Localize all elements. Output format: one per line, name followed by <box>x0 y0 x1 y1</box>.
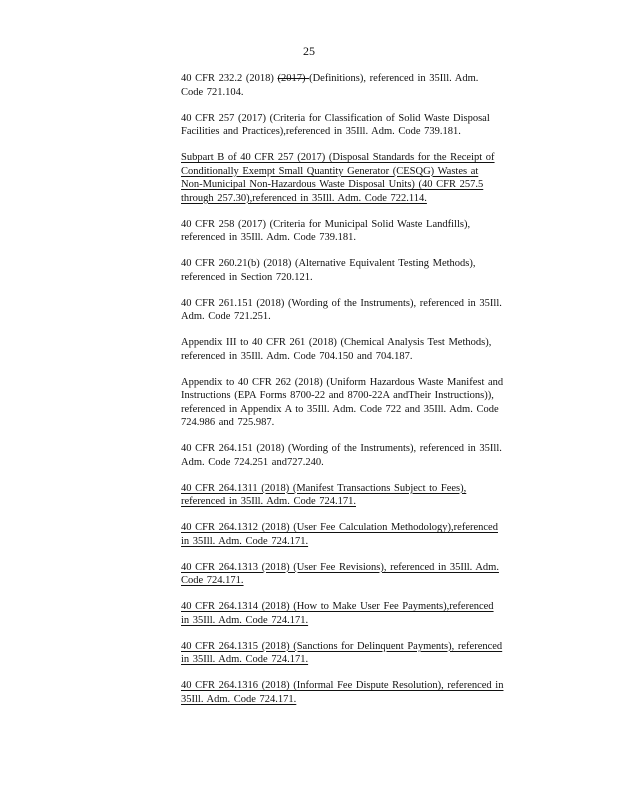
reference-entry <box>181 376 543 430</box>
reference-line <box>181 495 543 509</box>
reference-text: Adm. Code 724.251 and727.240. <box>181 456 324 468</box>
reference-line <box>181 112 543 126</box>
reference-line <box>181 231 543 245</box>
reference-line <box>181 456 543 470</box>
reference-text: 40 CFR 264.1314 (2018) (How to Make User Fee Payments),referenced <box>181 601 494 612</box>
reference-text: Facilities and Practices),referenced in 35Ill. Adm. Code 739.181. <box>181 126 461 137</box>
reference-line <box>181 389 543 403</box>
reference-line <box>181 125 543 139</box>
reference-line <box>181 482 543 496</box>
reference-line <box>181 614 543 628</box>
reference-line <box>181 151 543 165</box>
reference-entry <box>181 257 543 284</box>
reference-text: referenced in Appendix A to 35Ill. Adm. Code 722 and 35Ill. Adm. Code <box>181 403 499 415</box>
page-number: 25 <box>303 44 315 58</box>
reference-line <box>181 600 543 614</box>
reference-entry <box>181 521 543 548</box>
reference-text: 40 CFR 260.21(b) (2018) (Alternative Equivalent Testing Methods), <box>181 258 476 269</box>
reference-text: 40 CFR 264.1315 (2018) (Sanctions for Delinquent Payments), referenced <box>181 640 503 652</box>
reference-entry <box>181 336 543 363</box>
reference-line <box>181 376 543 390</box>
reference-text: in 35Ill. Adm. Code 724.171. <box>181 614 309 626</box>
reference-entry <box>181 561 543 588</box>
reference-entry <box>181 679 543 706</box>
reference-line <box>181 72 543 86</box>
reference-line <box>181 416 543 430</box>
reference-line <box>181 535 543 549</box>
reference-text: through 257.30),referenced in 35Ill. Adm. Code 722.114. <box>181 192 427 204</box>
reference-text: 40 CFR 264.1316 (2018) (Informal Fee Dispute Resolution), referenced in <box>181 680 504 691</box>
reference-line <box>181 178 543 192</box>
reference-line <box>181 653 543 667</box>
reference-entry <box>181 442 543 469</box>
reference-line <box>181 403 543 417</box>
reference-entry <box>181 218 543 245</box>
reference-text: referenced in Section 720.121. <box>181 271 313 283</box>
reference-entry <box>181 112 543 139</box>
reference-text: referenced in 35Ill. Adm. Code 724.171. <box>181 496 356 507</box>
reference-text: Conditionally Exempt Small Quantity Generator (CESQG) Wastes at <box>181 165 479 177</box>
struck-text: (2017) <box>277 73 310 84</box>
reference-text: 40 CFR 264.1311 (2018) (Manifest Transactions Subject to Fees), <box>181 482 467 494</box>
reference-line <box>181 350 543 364</box>
reference-line <box>181 271 543 285</box>
reference-text: Code 724.171. <box>181 575 244 586</box>
reference-text: in 35Ill. Adm. Code 724.171. <box>181 654 309 665</box>
reference-text: Appendix to 40 CFR 262 (2018) (Uniform Hazardous Waste Manifest and <box>181 376 504 388</box>
reference-line <box>181 521 543 535</box>
reference-line <box>181 640 543 654</box>
reference-line <box>181 693 543 707</box>
reference-text: 40 CFR 261.151 (2018) (Wording of the Instruments), referenced in 35Ill. <box>181 297 502 309</box>
reference-line <box>181 192 543 206</box>
reference-entry <box>181 640 543 667</box>
reference-line <box>181 257 543 271</box>
reference-text: in 35Ill. Adm. Code 724.171. <box>181 535 309 547</box>
reference-line <box>181 336 543 350</box>
reference-text: Appendix III to 40 CFR 261 (2018) (Chemical Analysis Test Methods), <box>181 337 492 348</box>
reference-text: Code 721.104. <box>181 86 244 98</box>
reference-text: Adm. Code 721.251. <box>181 311 271 322</box>
reference-text: referenced in 35Ill. Adm. Code 704.150 and 704.187. <box>181 350 413 362</box>
reference-text: Non-Municipal Non-Hazardous Waste Disposal Units) (40 CFR 257.5 <box>181 179 484 190</box>
reference-line <box>181 561 543 575</box>
reference-text: 40 CFR 264.1312 (2018) (User Fee Calculation Methodology),referenced <box>181 522 498 533</box>
reference-text: 40 CFR 232.2 (2018) <box>181 73 278 84</box>
reference-line <box>181 310 543 324</box>
reference-text: 40 CFR 264.1313 (2018) (User Fee Revisions), referenced in 35Ill. Adm. <box>181 561 499 573</box>
reference-line <box>181 165 543 179</box>
reference-entry <box>181 482 543 509</box>
reference-text: 40 CFR 264.151 (2018) (Wording of the Instruments), referenced in 35Ill. <box>181 443 502 454</box>
reference-text: 35Ill. Adm. Code 724.171. <box>181 693 297 705</box>
reference-text: 724.986 and 725.987. <box>181 417 275 428</box>
reference-text: (Definitions), referenced in 35Ill. Adm. <box>309 73 479 84</box>
reference-text: referenced in 35Ill. Adm. Code 739.181. <box>181 232 356 243</box>
reference-entry <box>181 72 543 99</box>
reference-line <box>181 297 543 311</box>
reference-line <box>181 442 543 456</box>
reference-entry <box>181 297 543 324</box>
reference-text: Instructions (EPA Forms 8700-22 and 8700-22A andTheir Instructions)), <box>181 390 494 401</box>
reference-entry <box>181 151 543 205</box>
reference-entry <box>181 600 543 627</box>
reference-list <box>181 72 543 719</box>
reference-line <box>181 86 543 100</box>
reference-line <box>181 218 543 232</box>
reference-text: Subpart B of 40 CFR 257 (2017) (Disposal Standards for the Receipt of <box>181 152 495 163</box>
reference-line <box>181 574 543 588</box>
reference-text: 40 CFR 258 (2017) (Criteria for Municipal Solid Waste Landfills), <box>181 218 471 230</box>
reference-text: 40 CFR 257 (2017) (Criteria for Classification of Solid Waste Disposal <box>181 112 490 124</box>
reference-line <box>181 679 543 693</box>
